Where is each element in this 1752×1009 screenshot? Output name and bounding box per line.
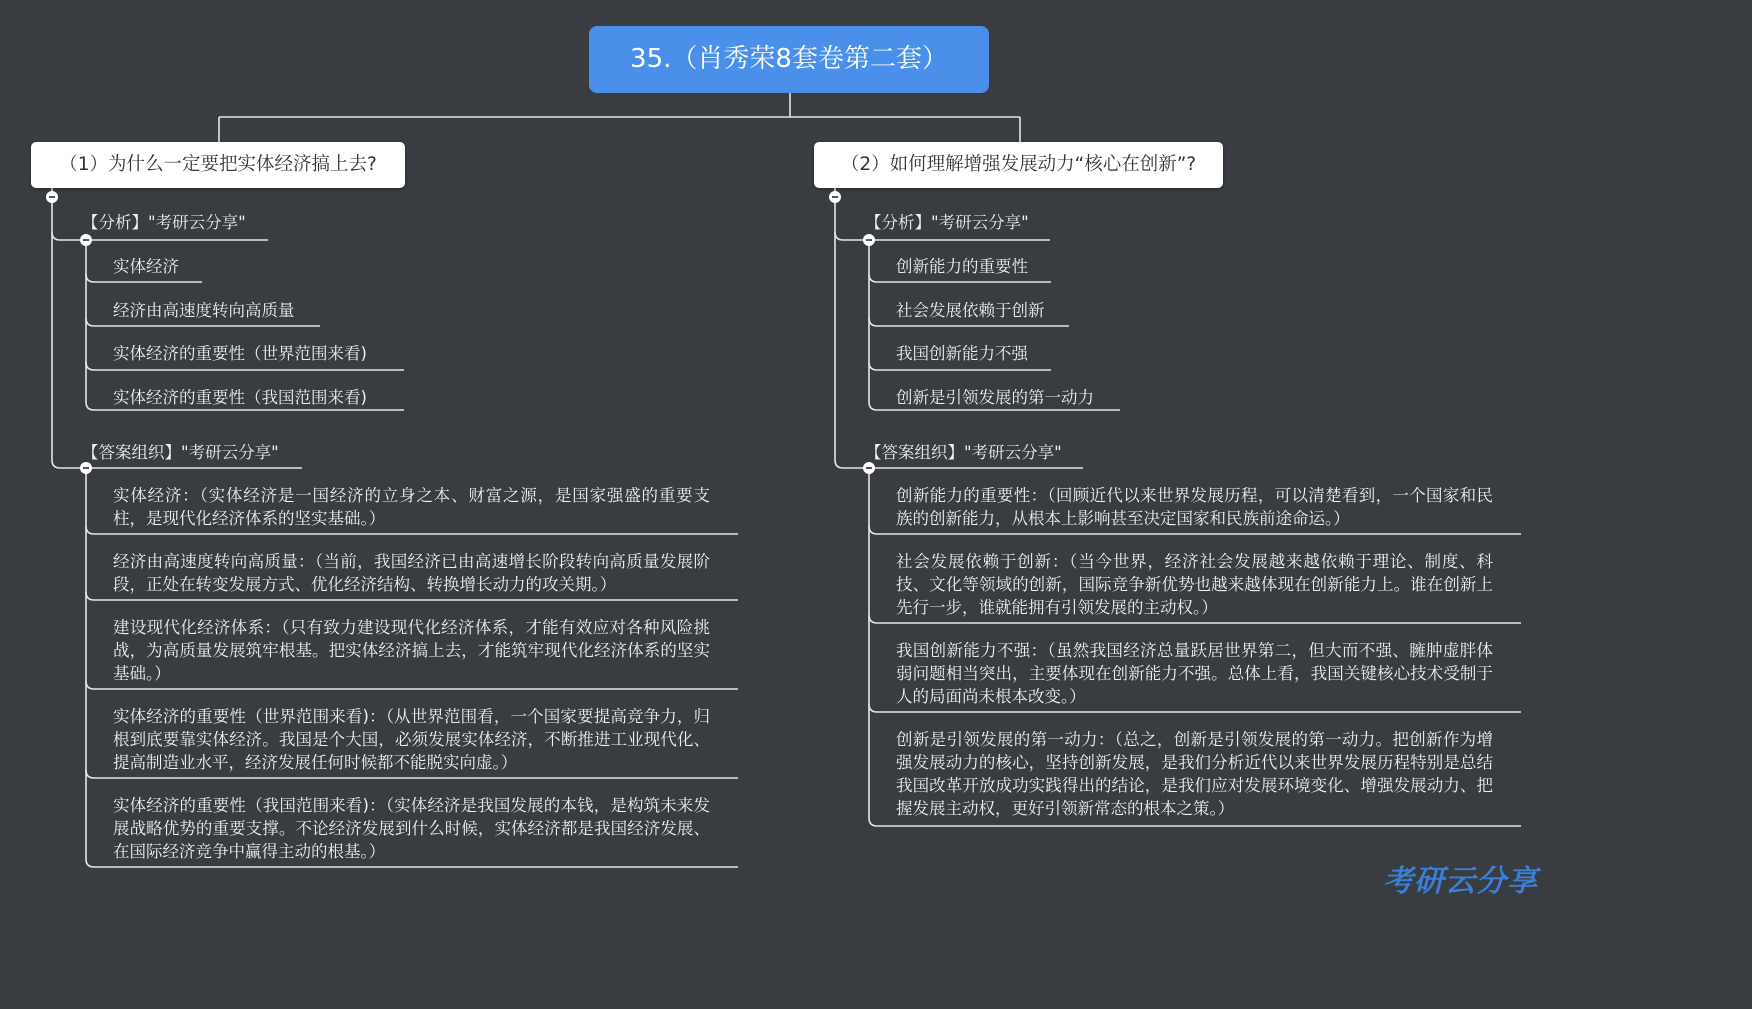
q1-answer-item[interactable]: 实体经济的重要性（世界范围来看)：（从世界范围看，一个国家要提高竞争力，归根到底要靠实体经济。我国是个大国，必须发展实体经济，不断推进工业现代化、提高制造业水平，经济发展任何时候都不能脱实向虚。） xyxy=(113,707,710,772)
q1-answer-item[interactable]: 经济由高速度转向高质量：（当前，我国经济已由高速增长阶段转向高质量发展阶段，正处在转变发展方式、优化经济结构、转换增长动力的攻关期。） xyxy=(113,552,710,594)
q2-answer-item[interactable]: 社会发展依赖于创新：（当今世界，经济社会发展越来越依赖于理论、制度、科技、文化等领域的创新，国际竞争新优势也越来越体现在创新能力上。谁在创新上先行一步，谁就能拥有引领发展的主动权。） xyxy=(896,552,1493,617)
collapse-toggle-icon[interactable] xyxy=(46,191,58,203)
q1-answer-item[interactable]: 建设现代化经济体系：（只有致力建设现代化经济体系，才能有效应对各种风险挑战，为高质量发展筑牢根基。把实体经济搞上去，才能筑牢现代化经济体系的坚实基础。） xyxy=(113,618,710,683)
q1-answer-item[interactable]: 实体经济：（实体经济是一国经济的立身之本、财富之源，是国家强盛的重要支柱，是现代化经济体系的坚实基础。） xyxy=(113,486,710,528)
q2-answer-item[interactable]: 创新是引领发展的第一动力：（总之，创新是引领发展的第一动力。把创新作为增强发展动力的核心，坚持创新发展，是我们分析近代以来世界发展历程特别是总结我国改革开放成功实践得出的结论，是我们应对发展环境变化、增强发展动力、把握发展主动权，更好引领新常态的根本之策。） xyxy=(896,730,1493,818)
q1-answer-item[interactable]: 实体经济的重要性（我国范围来看)：（实体经济是我国发展的本钱，是构筑未来发展战略优势的重要支撑。不论经济发展到什么时候，实体经济都是我国经济发展、在国际经济竞争中赢得主动的根基。） xyxy=(113,796,710,861)
q2-answer-item[interactable]: 我国创新能力不强：（虽然我国经济总量跃居世界第二，但大而不强、臃肿虚胖体弱问题相当突出，主要体现在创新能力不强。总体上看，我国关键核心技术受制于人的局面尚未根本改变。） xyxy=(896,641,1493,706)
q1-answer-label[interactable]: 【答案组织】"考研云分享" xyxy=(82,443,279,462)
q1-analysis-item[interactable]: 实体经济 xyxy=(113,257,179,276)
q1-analysis-item[interactable]: 实体经济的重要性（我国范围来看) xyxy=(113,388,367,407)
q2-answer-label[interactable]: 【答案组织】"考研云分享" xyxy=(865,443,1062,462)
q2-analysis-label[interactable]: 【分析】"考研云分享" xyxy=(865,213,1029,232)
q1-analysis-label[interactable]: 【分析】"考研云分享" xyxy=(82,213,246,232)
watermark-logo: 考研云分享 xyxy=(1383,864,1538,899)
collapse-toggle-icon[interactable] xyxy=(863,462,875,474)
collapse-toggle-icon[interactable] xyxy=(80,234,92,246)
q2-answer-item[interactable]: 创新能力的重要性：（回顾近代以来世界发展历程，可以清楚看到，一个国家和民族的创新能力，从根本上影响甚至决定国家和民族前途命运。） xyxy=(896,486,1493,528)
q1-analysis-item[interactable]: 实体经济的重要性（世界范围来看) xyxy=(113,344,367,363)
collapse-toggle-icon[interactable] xyxy=(863,234,875,246)
q2-analysis-item[interactable]: 创新是引领发展的第一动力 xyxy=(896,388,1094,407)
collapse-toggle-icon[interactable] xyxy=(829,191,841,203)
question-2-node[interactable]: （2）如何理解增强发展动力“核心在创新”? xyxy=(814,142,1223,188)
question-1-node[interactable]: （1）为什么一定要把实体经济搞上去? xyxy=(31,142,405,188)
q2-analysis-item[interactable]: 社会发展依赖于创新 xyxy=(896,301,1045,320)
q1-analysis-item[interactable]: 经济由高速度转向高质量 xyxy=(113,301,295,320)
collapse-toggle-icon[interactable] xyxy=(80,462,92,474)
root-topic[interactable]: 35.（肖秀荣8套卷第二套） xyxy=(589,26,989,93)
q2-analysis-item[interactable]: 我国创新能力不强 xyxy=(896,344,1028,363)
q2-analysis-item[interactable]: 创新能力的重要性 xyxy=(896,257,1028,276)
